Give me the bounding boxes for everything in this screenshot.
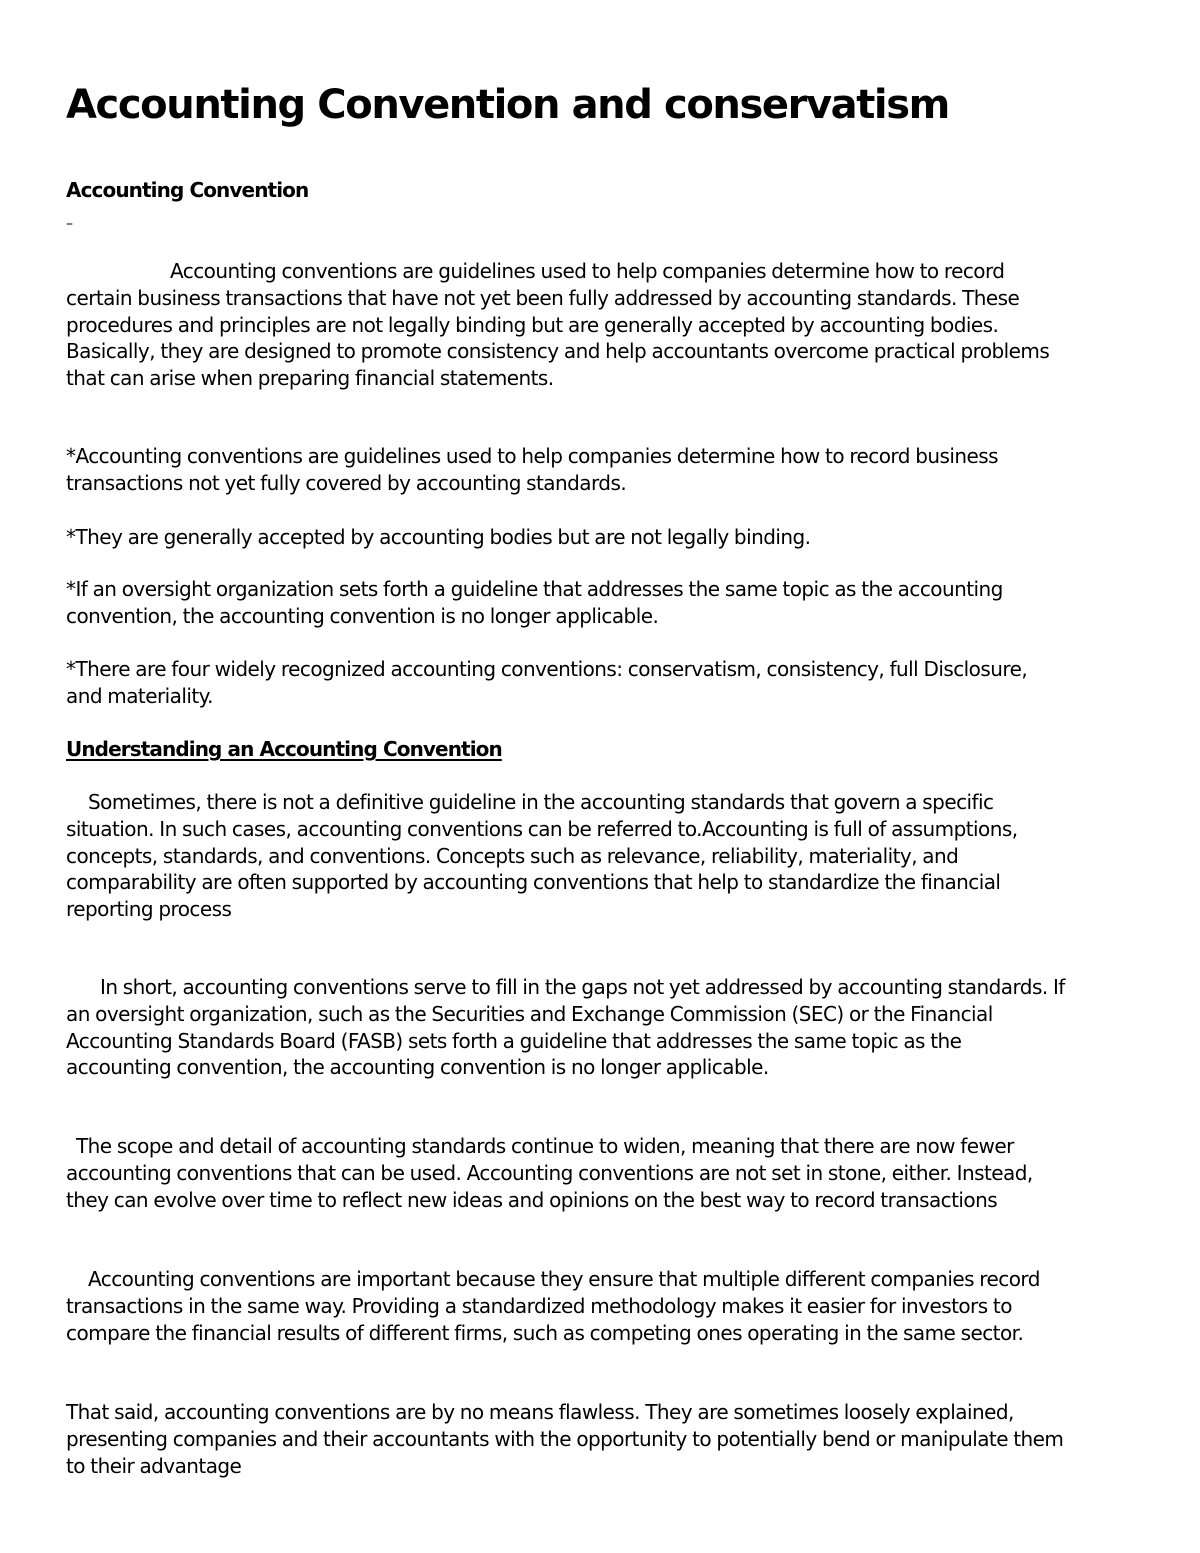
bullet-paragraph: *Accounting conventions are guidelines used to help companies determine how to record business transactions not yet fully covered by accounting standards. (66, 444, 998, 495)
body-paragraph: In short, accounting conventions serve to fill in the gaps not yet addressed by accounting standards. If an oversight organization, such as the Securities and Exchange Commission (SEC) or the Financial Accounting Standards Board (FASB) sets forth a guideline that addresses the same topic as the accounting convention, the accounting convention is no longer applicable. (66, 975, 1065, 1080)
body-paragraph: Sometimes, there is not a definitive guideline in the accounting standards that govern a specific situation. In such cases, accounting conventions can be referred to.Accounting is full of assumptions, concepts, standards, and conventions. Concepts such as relevance, reliability, materiality, and comparability are often supported by accounting conventions that help to standardize the financial reporting process (66, 790, 1018, 922)
body-paragraph: That said, accounting conventions are by no means flawless. They are sometimes loosely explained, presenting companies and their accountants with the opportunity to potentially bend or manipulate them to their advantage (66, 1400, 1064, 1478)
body-paragraph: The scope and detail of accounting standards continue to widen, meaning that there are now fewer accounting conventions that can be used. Accounting conventions are not set in stone, either. Instead, they can evolve over time to reflect new ideas and opinions on the best way to record transactions (66, 1134, 1033, 1212)
document-title: Accounting Convention and conservatism (66, 82, 949, 128)
bullet-paragraph: *If an oversight organization sets forth a guideline that addresses the same topic as the accounting convention, the accounting convention is no longer applicable. (66, 577, 1003, 628)
bullet-paragraph: *They are generally accepted by accounting bodies but are not legally binding. (66, 525, 811, 549)
dash-marker: – (66, 216, 73, 232)
bullet-paragraph: *There are four widely recognized accounting conventions: conservatism, consistency, full Disclosure, and materiality. (66, 657, 1028, 708)
section-heading-understanding: Understanding an Accounting Convention (66, 737, 502, 761)
section-heading-accounting-convention: Accounting Convention (66, 178, 309, 202)
body-paragraph: Accounting conventions are important because they ensure that multiple different companies record transactions in the same way. Providing a standardized methodology makes it easier for investors to compare the financial results of different firms, such as competing ones operating in the same sector. (66, 1267, 1040, 1345)
document-page (66, 0, 1066, 1553)
intro-paragraph: Accounting conventions are guidelines used to help companies determine how to record certain business transactions that have not yet been fully addressed by accounting standards. These procedures and principles are not legally binding but are generally accepted by accounting bodies. Basically, they are designed to promote consistency and help accountants overcome practical problems that can arise when preparing financial statements. (66, 259, 1050, 391)
